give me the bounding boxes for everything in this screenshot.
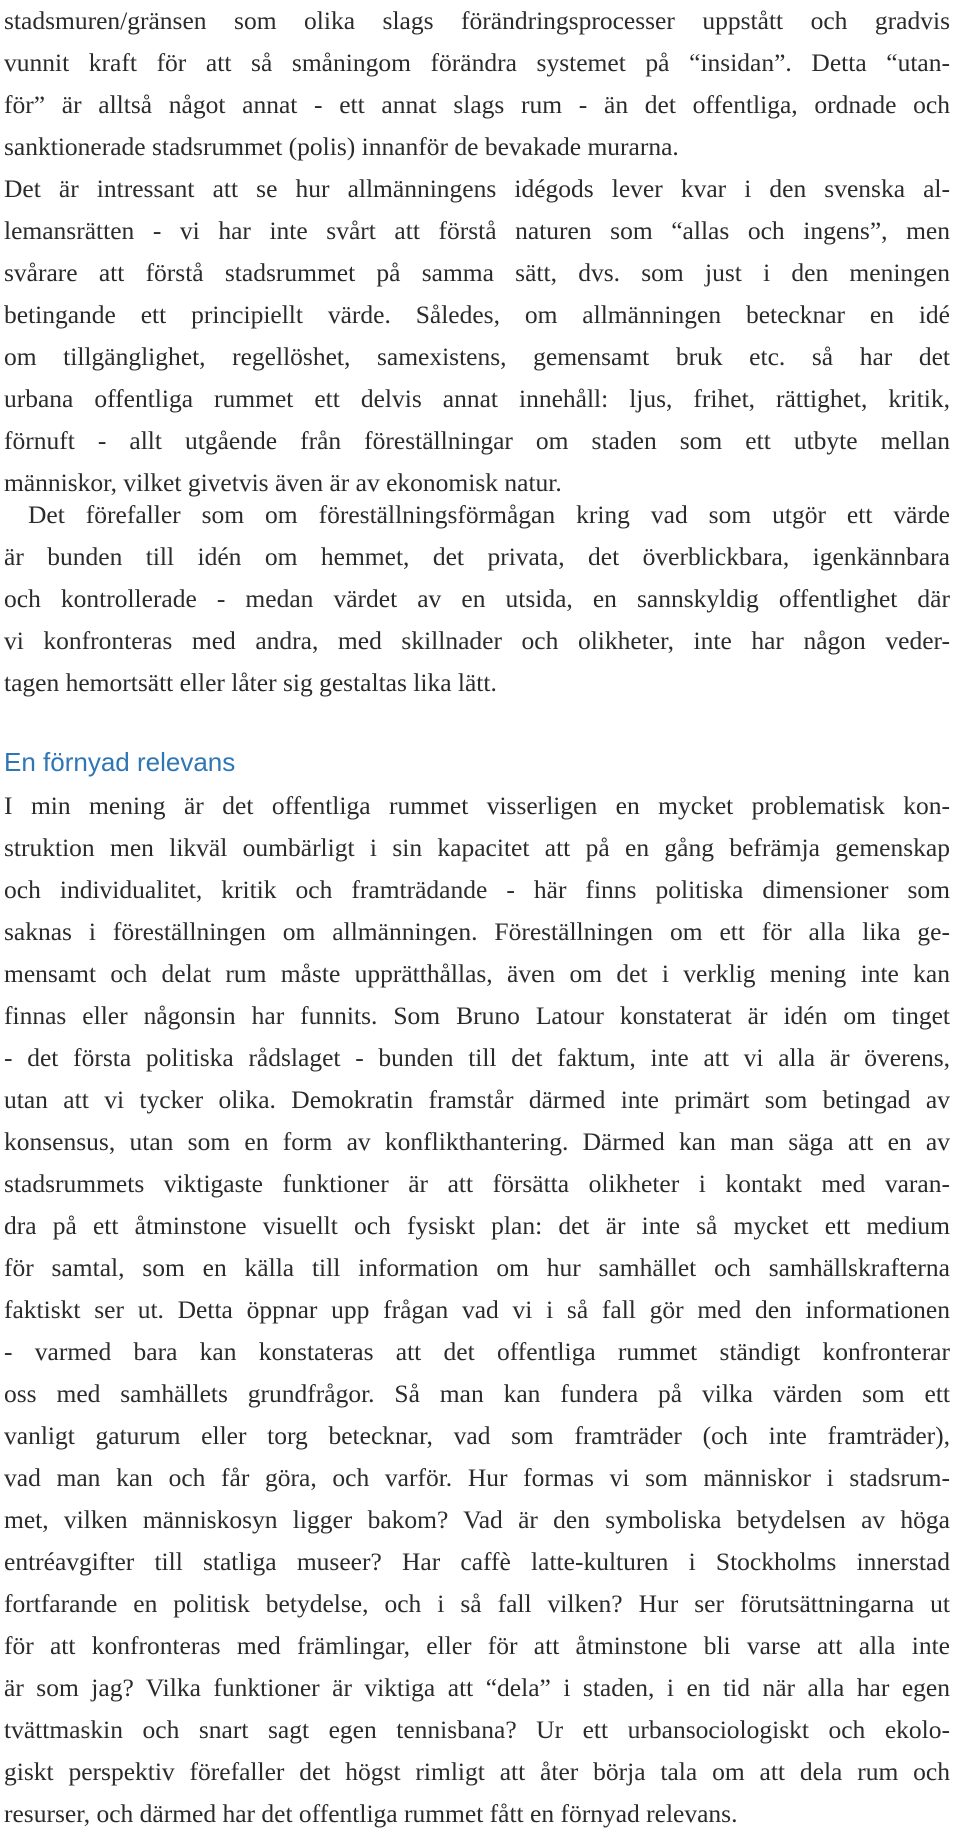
- text-line: stadsmuren/gränsen som olika slags förändringsprocesser uppstått och gradvis: [4, 6, 950, 35]
- text-line: vi konfronteras med andra, med skillnader och olikheter, inte har någon veder-: [4, 626, 950, 655]
- text-line: Det är intressant att se hur allmänningens idégods lever kvar i den svenska al-: [4, 174, 950, 203]
- text-line: mensamt och delat rum måste upprätthållas, även om det i verklig mening inte kan: [4, 959, 950, 988]
- text-line: giskt perspektiv förefaller det högst rimligt att åter börja tala om att dela rum och: [4, 1757, 950, 1786]
- text-line: vunnit kraft för att så småningom förändra systemet på “insidan”. Detta “utan-: [4, 48, 950, 77]
- text-line: resurser, och därmed har det offentliga rummet fått en förnyad relevans.: [4, 1799, 738, 1828]
- text-line: människor, vilket givetvis även är av ekonomisk natur.: [4, 468, 562, 497]
- text-line: om tillgänglighet, regellöshet, samexistens, gemensamt bruk etc. så har det: [4, 342, 950, 371]
- text-line: svårare att förstå stadsrummet på samma sätt, dvs. som just i den meningen: [4, 258, 950, 287]
- text-line: vad man kan och får göra, och varför. Hur formas vi som människor i stadsrum-: [4, 1463, 950, 1492]
- text-line: stadsrummets viktigaste funktioner är att försätta olikheter i kontakt med varan-: [4, 1169, 950, 1198]
- paragraph-2: [4, 494, 950, 704]
- text-line: - varmed bara kan konstateras att det offentliga rummet ständigt konfronterar: [4, 1337, 950, 1366]
- text-line: dra på ett åtminstone visuellt och fysiskt plan: det är inte så mycket ett medium: [4, 1211, 950, 1240]
- text-line: met, vilken människosyn ligger bakom? Vad är den symboliska betydelsen av höga: [4, 1505, 950, 1534]
- text-line: för” är alltså något annat - ett annat slags rum - än det offentliga, ordnade och: [4, 90, 950, 119]
- text-line: och individualitet, kritik och framträdande - här finns politiska dimensioner som: [4, 875, 950, 904]
- text-line: tagen hemortsätt eller låter sig gestaltas lika lätt.: [4, 668, 497, 697]
- text-line: förnuft - allt utgående från föreställningar om staden som ett utbyte mellan: [4, 426, 950, 455]
- text-line: faktiskt ser ut. Detta öppnar upp frågan vad vi i så fall gör med den informationen: [4, 1295, 950, 1324]
- text-line: för att konfronteras med främlingar, eller för att åtminstone bli varse att alla inte: [4, 1631, 950, 1660]
- text-line: är bunden till idén om hemmet, det privata, det överblickbara, igenkännbara: [4, 542, 950, 571]
- text-line: och kontrollerade - medan värdet av en utsida, en sannskyldig offentlighet där: [4, 584, 950, 613]
- text-line: är som jag? Vilka funktioner är viktiga att “dela” i staden, i en tid när alla har egen: [4, 1673, 950, 1702]
- text-line: entréavgifter till statliga museer? Har caffè latte-kulturen i Stockholms innerstad: [4, 1547, 950, 1576]
- text-line: utan att vi tycker olika. Demokratin framstår därmed inte primärt som betingad av: [4, 1085, 950, 1114]
- text-line: struktion men likväl oumbärligt i sin kapacitet att på en gång befrämja gemenskap: [4, 833, 950, 862]
- text-line: vanligt gaturum eller torg betecknar, vad som framträder (och inte framträder),: [4, 1421, 950, 1450]
- text-line: saknas i föreställningen om allmänningen. Föreställningen om ett för alla lika ge-: [4, 917, 950, 946]
- paragraph-3: [4, 785, 950, 1835]
- text-line: betingande ett principiellt värde. Således, om allmänningen betecknar en idé: [4, 300, 950, 329]
- text-line: I min mening är det offentliga rummet visserligen en mycket problematisk kon-: [4, 791, 950, 820]
- text-line: konsensus, utan som en form av konflikthantering. Därmed kan man säga att en av: [4, 1127, 950, 1156]
- text-line: - det första politiska rådslaget - bunden till det faktum, inte att vi alla är överens,: [4, 1043, 950, 1072]
- text-line: oss med samhällets grundfrågor. Så man kan fundera på vilka värden som ett: [4, 1379, 950, 1408]
- text-line: tvättmaskin och snart sagt egen tennisbana? Ur ett urbansociologiskt och ekolo-: [4, 1715, 950, 1744]
- text-line: lemansrätten - vi har inte svårt att förstå naturen som “allas och ingens”, men: [4, 216, 950, 245]
- text-line: Det förefaller som om föreställningsförmågan kring vad som utgör ett värde: [28, 500, 950, 529]
- text-line: finnas eller någonsin har funnits. Som Bruno Latour konstaterat är idén om tinget: [4, 1001, 950, 1030]
- text-line: för samtal, som en källa till information om hur samhället och samhällskrafterna: [4, 1253, 950, 1282]
- text-line: sanktionerade stadsrummet (polis) innanför de bevakade murarna.: [4, 132, 679, 161]
- text-line: urbana offentliga rummet ett delvis annat innehåll: ljus, frihet, rättighet, kritik,: [4, 384, 950, 413]
- paragraph-1: [4, 0, 950, 504]
- text-line: fortfarande en politisk betydelse, och i så fall vilken? Hur ser förutsättningarna ut: [4, 1589, 950, 1618]
- section-heading: En förnyad relevans: [4, 747, 236, 777]
